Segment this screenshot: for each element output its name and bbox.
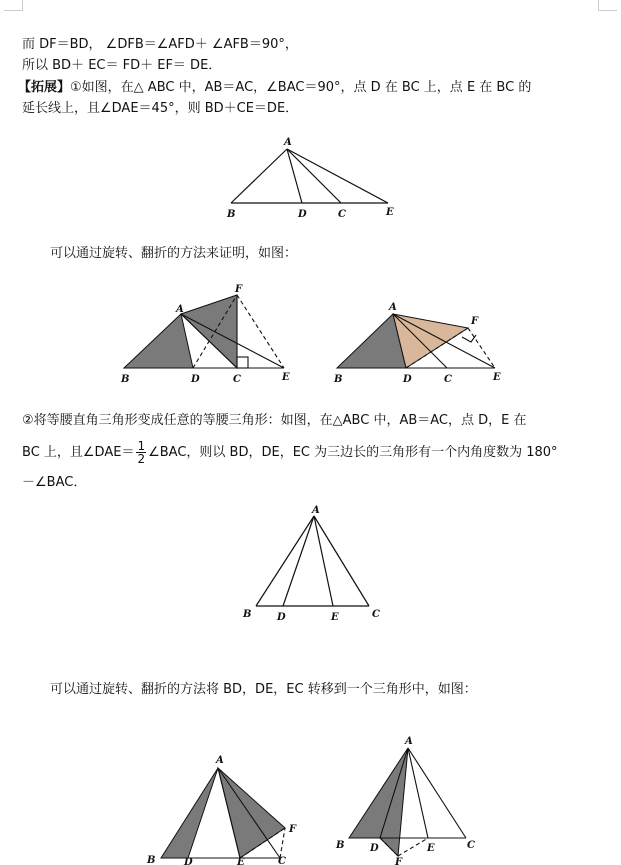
fraction-denominator: 2: [137, 452, 146, 466]
text-line-9: 可以通过旋转、翻折的方法将 BD，DE，EC 转移到一个三角形中，如图：: [50, 682, 477, 697]
figure-4: [256, 516, 369, 606]
extension-text: ①如图，在△ ABC 中，AB＝AC，∠BAC＝90°，点 D 在 BC 上，点 E 在 BC 的: [70, 80, 532, 95]
fig3-label-A: A: [389, 302, 397, 313]
extension-heading: 【拓展】: [18, 80, 71, 95]
text-line-5: 可以通过旋转、翻折的方法来证明，如图：: [50, 246, 298, 261]
fig4-label-E: E: [331, 612, 339, 623]
text-line-7b: ∠BAC，则以 BD，DE，EC 为三边长的三角形有一个内角度数为 180°: [148, 445, 558, 460]
fig6-label-B: B: [336, 840, 345, 851]
text-line-2: 所以 BD＋ EC＝ FD＋ EF＝ DE．: [22, 58, 222, 73]
fig1-label-C: C: [338, 209, 346, 220]
fig6-label-F: F: [395, 857, 403, 865]
fig4-label-B: B: [243, 609, 252, 620]
fig5-label-B: B: [147, 855, 156, 865]
fig4-label-A: A: [312, 505, 320, 516]
fig1-label-A: A: [284, 137, 292, 148]
text-line-7a: BC 上，且∠DAE＝: [22, 445, 135, 460]
text-line-1: 而 DF＝BD， ∠DFB＝∠AFD＋ ∠AFB＝90°，: [22, 37, 298, 52]
figure-5: [161, 768, 285, 858]
figure-4-labels: [242, 505, 380, 623]
fig3-label-D: D: [403, 374, 412, 385]
text-line-4: 延长线上，且∠DAE＝45°，则 BD＋CE＝DE．: [22, 101, 299, 116]
fig2-label-D: D: [191, 374, 200, 385]
fig1-label-D: D: [298, 209, 307, 220]
fig4-label-D: D: [277, 612, 286, 623]
fig6-label-D: D: [370, 843, 379, 854]
fig2-label-F: F: [235, 284, 243, 295]
figure-1-labels: [226, 137, 394, 220]
fig6-label-E: E: [427, 843, 435, 854]
figure-6: [349, 748, 466, 856]
fig1-label-E: E: [386, 207, 394, 218]
fig5-label-C: C: [278, 856, 286, 865]
text-line-6: ②将等腰直角三角形变成任意的等腰三角形：如图，在△ABC 中，AB＝AC，点 D，E 在: [22, 413, 527, 428]
text-line-8: －∠BAC．: [22, 475, 87, 490]
figure-1: [231, 149, 388, 203]
fig3-label-F: F: [471, 316, 479, 327]
fig2-label-C: C: [233, 374, 241, 385]
fig5-label-A: A: [216, 755, 224, 766]
fig6-label-C: C: [467, 840, 475, 851]
figure-2: [124, 295, 284, 368]
fig4-label-C: C: [372, 609, 380, 620]
fig6-label-A: A: [405, 736, 413, 747]
fig5-label-E: E: [237, 857, 245, 865]
fig2-label-B: B: [121, 374, 130, 385]
fig2-label-A: A: [176, 304, 184, 315]
fig3-label-C: C: [444, 374, 452, 385]
fig2-label-E: E: [282, 372, 290, 383]
fig1-label-B: B: [227, 209, 236, 220]
fig5-label-F: F: [289, 824, 297, 835]
fig5-label-D: D: [184, 857, 193, 865]
fig3-label-B: B: [334, 374, 343, 385]
fraction-numerator: 1: [137, 439, 146, 453]
fig3-label-E: E: [493, 372, 501, 383]
